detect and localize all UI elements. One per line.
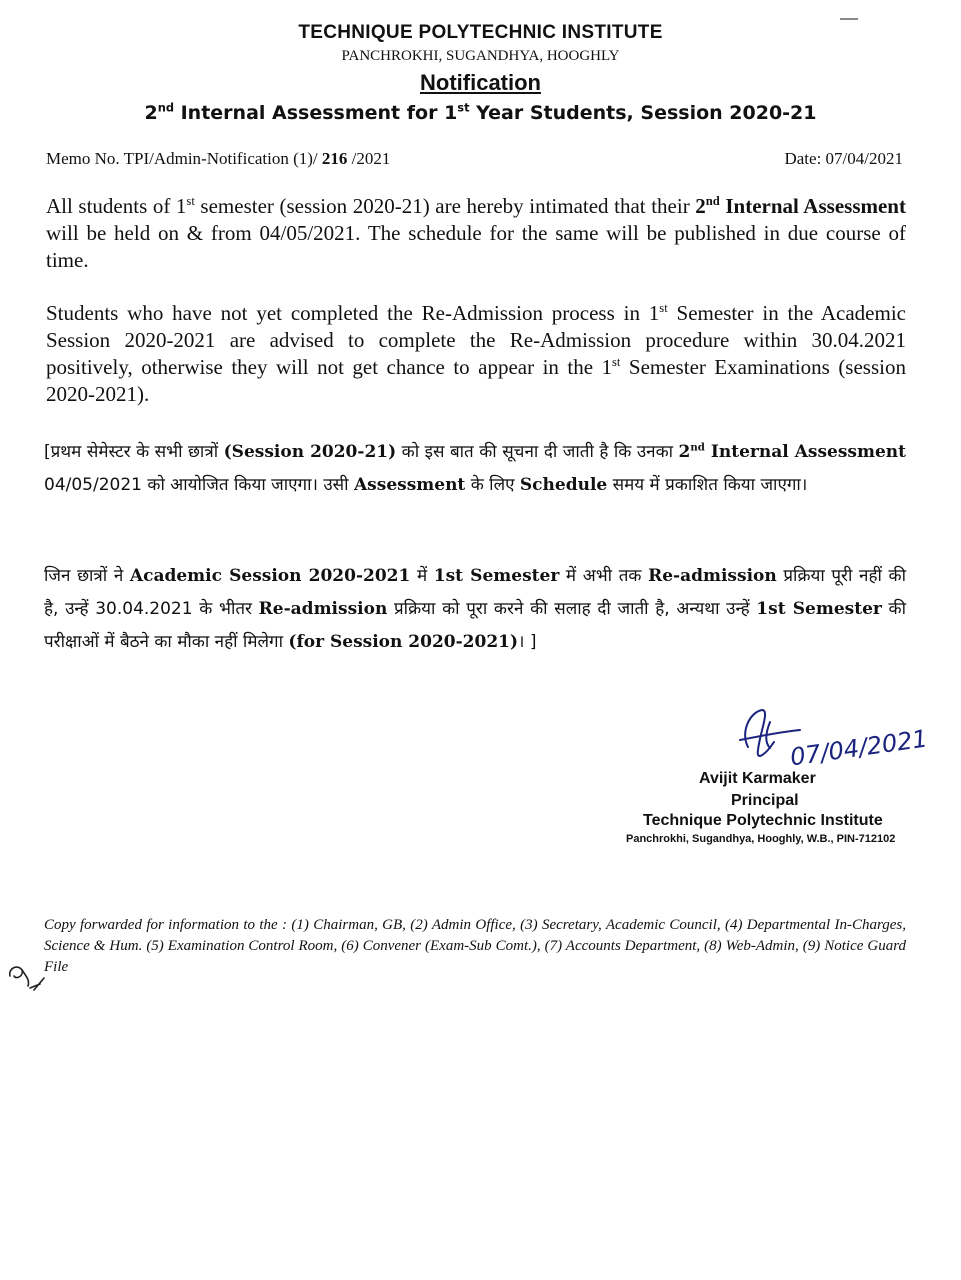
signature-image bbox=[730, 702, 930, 777]
subtitle-text: Internal Assessment for 1 bbox=[174, 102, 458, 124]
text: All students of 1 bbox=[46, 194, 187, 218]
text: में bbox=[410, 566, 434, 586]
text: प्रक्रिया पूरी नहीं की है, उन्हें 30.04.2021 के भीतर bbox=[44, 566, 906, 619]
subtitle-sup: st bbox=[457, 100, 470, 115]
hindi-paragraph-assessment bbox=[44, 436, 906, 502]
text: [प्रथम सेमेस्टर के सभी छात्रों bbox=[44, 442, 224, 462]
sup: st bbox=[612, 355, 621, 369]
subtitle-text: 2 bbox=[144, 102, 158, 124]
paragraph-readmission bbox=[46, 300, 906, 408]
bold: Academic Session 2020-2021 bbox=[129, 566, 411, 586]
bold: Assessment bbox=[353, 475, 466, 495]
bold: 1st Semester bbox=[756, 599, 882, 619]
text: Students who have not yet completed the Re-Admission process in 1 bbox=[46, 301, 660, 325]
text: में अभी तक bbox=[559, 566, 649, 586]
text: के लिए bbox=[465, 475, 520, 495]
text: will be held on & from 04/05/2021. The schedule for the same will be published in due course of time. bbox=[46, 221, 906, 272]
institute-address: PANCHROKHI, SUGANDHYA, HOOGHLY bbox=[341, 48, 620, 64]
notice-subtitle bbox=[0, 102, 961, 124]
scan-mark bbox=[840, 18, 858, 20]
bold: 2 bbox=[678, 442, 691, 462]
bold: 2 bbox=[695, 194, 706, 218]
bold: (Session 2020-21) bbox=[223, 442, 397, 462]
handwritten-initials bbox=[4, 958, 48, 998]
sup: nd bbox=[705, 194, 720, 208]
sup: st bbox=[186, 194, 195, 208]
memo-serial: 216 bbox=[321, 149, 348, 168]
text: की परीक्षाओं में बैठने का मौका नहीं मिलेगा bbox=[44, 599, 906, 652]
bold: Internal Assessment bbox=[704, 442, 907, 462]
signatory-designation: Principal bbox=[731, 792, 799, 809]
bold: (for Session 2020-2021) bbox=[288, 632, 519, 652]
text: Semester in the Academic Session 2020-2021 are advised to complete the Re-Admission procedure within 30.04.2021 positively, otherwise they will not get chance to appear in the 1 bbox=[46, 301, 906, 379]
sup: st bbox=[659, 301, 668, 315]
copy-forwarded-list: Copy forwarded for information to the : (1) Chairman, GB, (2) Admin Office, (3) Secretary, Academic Council, (4) Departmental In-Charges, Science & Hum. (5) Examination Control Room, (6) Convener (Exam-Sub Comt.), (7) Accounts Department, (8) Web-Admin, (9) Notice Guard File bbox=[44, 917, 906, 975]
paragraph-assessment bbox=[46, 193, 906, 274]
subtitle-sup: nd bbox=[157, 100, 174, 115]
text: 04/05/2021 को आयोजित किया जाएगा। उसी bbox=[44, 475, 354, 495]
signatory-address: Panchrokhi, Sugandhya, Hooghly, W.B., PIN-712102 bbox=[626, 833, 896, 845]
text: semester (session 2020-21) are hereby intimated that their bbox=[194, 194, 696, 218]
sup: nd bbox=[690, 441, 705, 454]
notification-heading bbox=[0, 70, 961, 96]
bold: Re-admission bbox=[258, 599, 388, 619]
subtitle-text: Year Students, Session 2020-21 bbox=[469, 102, 817, 124]
bold: Internal Assessment bbox=[719, 194, 906, 218]
bold: Re-admission bbox=[648, 566, 777, 586]
text: प्रक्रिया को पूरा करने की सलाह दी जाती है, अन्यथा उन्हें bbox=[387, 599, 757, 619]
text: । ] bbox=[518, 632, 537, 652]
signatory-institute: Technique Polytechnic Institute bbox=[643, 812, 883, 829]
bold: Schedule bbox=[519, 475, 608, 495]
bold: 1st Semester bbox=[433, 566, 560, 586]
text: Semester Examinations (session 2020-2021). bbox=[46, 355, 906, 406]
memo-number bbox=[46, 149, 390, 169]
notice-date: Date: 07/04/2021 bbox=[784, 149, 903, 168]
text: जिन छात्रों ने bbox=[44, 566, 130, 586]
memo-prefix: Memo No. TPI/Admin-Notification (1)/ bbox=[46, 149, 322, 168]
text: समय में प्रकाशित किया जाएगा। bbox=[607, 475, 808, 495]
handwritten-date: 07/04/2021 bbox=[788, 724, 930, 772]
institute-name: TECHNIQUE POLYTECHNIC INSTITUTE bbox=[298, 22, 663, 43]
signatory-name: Avijit Karmaker bbox=[699, 770, 816, 787]
notification-label: Notification bbox=[420, 70, 541, 95]
memo-suffix: /2021 bbox=[347, 149, 391, 168]
text: को इस बात की सूचना दी जाती है कि उनका bbox=[396, 442, 679, 462]
hindi-paragraph-readmission bbox=[44, 560, 906, 659]
